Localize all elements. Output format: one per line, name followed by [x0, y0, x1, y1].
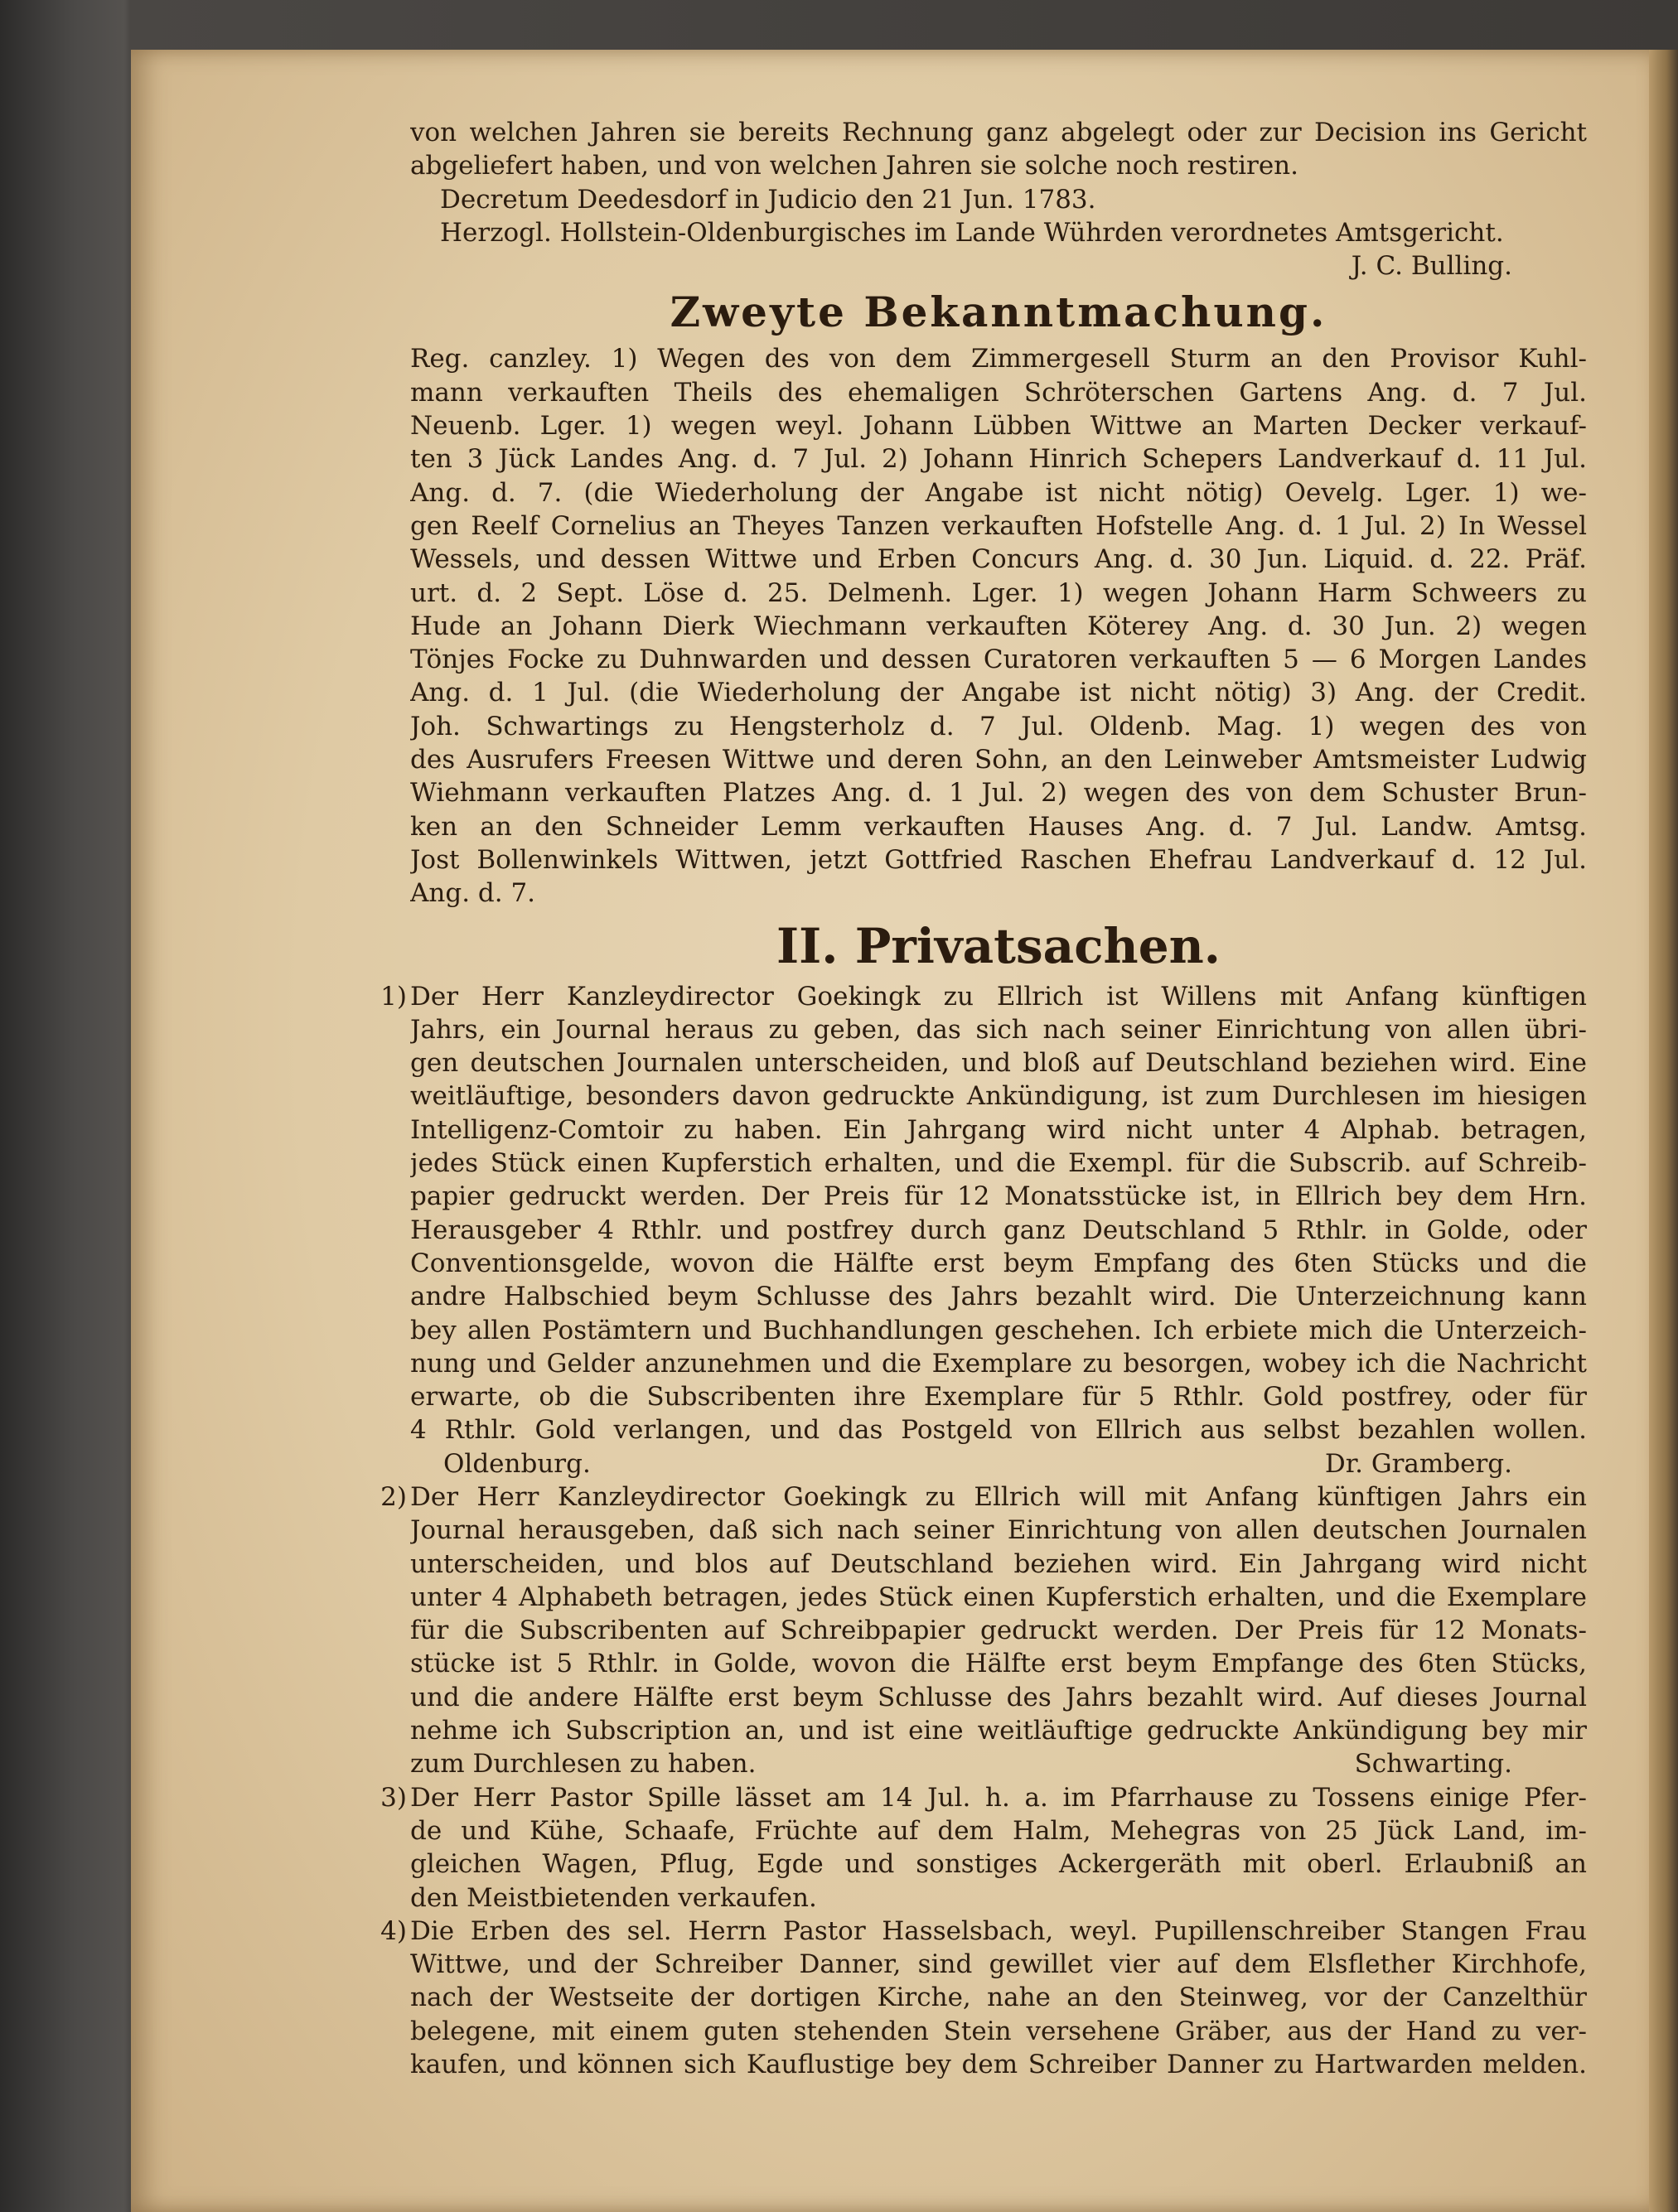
item-line: unterscheiden, und blos auf Deutschland beziehen wird. Ein Jahrgang wird nicht	[410, 1548, 1587, 1579]
body-line: des Ausrufers Freesen Wittwe und deren Sohn, an den Leinweber Amtsmeister Ludwig	[410, 745, 1587, 775]
item-number: 3)	[380, 1782, 407, 1813]
item-line: Der Herr Pastor Spille lässet am 14 Jul. h. a. im Pfarrhause zu Tossens einige Pfer-	[410, 1782, 1587, 1813]
item-line: 4 Rthlr. Gold verlangen, und das Postgeld von Ellrich aus selbst bezahlen wollen.	[410, 1415, 1587, 1446]
item-line: nung und Gelder anzunehmen und die Exemplare zu besorgen, wobey ich die Nachricht	[410, 1348, 1587, 1379]
item-line: Herausgeber 4 Rthlr. und postfrey durch ganz Deutschland 5 Rthlr. in Golde, oder	[410, 1215, 1587, 1245]
continuation-block	[410, 116, 1587, 283]
item-line: Die Erben des sel. Herrn Pastor Hasselsbach, weyl. Pupillenschreiber Stangen Frau	[410, 1915, 1587, 1946]
item-last-line: zum Durchlesen zu haben.	[410, 1749, 757, 1780]
body-line: Ang. d. 7.	[410, 878, 536, 909]
body-line: Hude an Johann Dierk Wiechmann verkauften Köterey Ang. d. 30 Jun. 2) wegen	[410, 611, 1587, 641]
signature-bulling: J. C. Bulling.	[1351, 251, 1512, 282]
item-line: kaufen, und können sich Kauflustige bey dem Schreiber Danner zu Hartwarden melden.	[410, 2050, 1587, 2080]
place-signature-row	[410, 1447, 1587, 1480]
decretum-line: Decretum Deedesdorf in Judicio den 21 Jun. 1783.	[440, 184, 1096, 215]
section-heading-bekanntmachung: Zweyte Bekanntmachung.	[670, 287, 1327, 337]
item-line: jedes Stück einen Kupferstich erhalten, und die Exempl. für die Subscrib. auf Schreib-	[410, 1148, 1587, 1179]
body-line: urt. d. 2 Sept. Löse d. 25. Delmenh. Lger. 1) wegen Johann Harm Schweers zu	[410, 577, 1587, 608]
last-line-signature-row	[410, 1747, 1587, 1780]
page-edge	[1649, 50, 1678, 2212]
item-number: 2)	[380, 1481, 407, 1512]
body-line: mann verkauften Theils des ehemaligen Schröterschen Gartens Ang. d. 7 Jul.	[410, 377, 1587, 408]
court-line: Herzogl. Hollstein-Oldenburgisches im Lande Wührden verordnetes Amtsgericht.	[440, 217, 1504, 248]
item-line: Jahrs, ein Journal heraus zu geben, das sich nach seiner Einrichtung von allen übri-	[410, 1014, 1587, 1045]
item-line: gen deutschen Journalen unterscheiden, und bloß auf Deutschland beziehen wird. Eine	[410, 1048, 1587, 1079]
item-line: Der Herr Kanzleydirector Goekingk zu Ellrich will mit Anfang künftigen Jahrs ein	[410, 1481, 1587, 1512]
item-line: bey allen Postämtern und Buchhandlungen geschehen. Ich erbiete mich die Unterzeich-	[410, 1315, 1587, 1345]
item-line: erwarte, ob die Subscribenten ihre Exemplare für 5 Rthlr. Gold postfrey, oder für	[410, 1382, 1587, 1413]
notice-item-1	[380, 980, 1587, 1480]
body-line: Neuenb. Lger. 1) wegen weyl. Johann Lübben Wittwe an Marten Decker verkauf-	[410, 411, 1587, 442]
item-line: Journal herausgeben, daß sich nach seiner Einrichtung von allen deutschen Journalen	[410, 1515, 1587, 1546]
body-line: Wiehmann verkauften Platzes Ang. d. 1 Jul. 2) wegen des von dem Schuster Brun-	[410, 778, 1587, 809]
item-line: und die andere Hälfte erst beym Schlusse des Jahrs bezahlt wird. Auf dieses Journal	[410, 1682, 1587, 1712]
body-line: ken an den Schneider Lemm verkauften Hauses Ang. d. 7 Jul. Landw. Amtsg.	[410, 811, 1587, 842]
item-line: unter 4 Alphabeth betragen, jedes Stück einen Kupferstich erhalten, und die Exemplare	[410, 1582, 1587, 1612]
section-heading-privatsachen: II. Privatsachen.	[776, 917, 1221, 974]
bekanntmachung-body	[410, 342, 1587, 910]
item-line: für die Subscribenten auf Schreibpapier gedruckt werden. Der Preis für 12 Monats-	[410, 1616, 1587, 1646]
continuation-line: von welchen Jahren sie bereits Rechnung ganz abgelegt oder zur Decision ins Gericht	[410, 118, 1587, 147]
continuation-line: abgeliefert haben, und von welchen Jahren sie solche noch restiren.	[410, 151, 1298, 181]
body-line: Reg. canzley. 1) Wegen des von dem Zimmergesell Sturm an den Provisor Kuhl-	[410, 344, 1587, 374]
item-number: 4)	[380, 1915, 407, 1946]
item-line: stücke ist 5 Rthlr. in Golde, wovon die Hälfte erst beym Empfange des 6ten Stücks,	[410, 1649, 1587, 1679]
item-line: Der Herr Kanzleydirector Goekingk zu Ellrich ist Willens mit Anfang künftigen	[410, 981, 1587, 1012]
item-line: Intelligenz-Comtoir zu haben. Ein Jahrgang wird nicht unter 4 Alphab. betragen,	[410, 1114, 1587, 1145]
page-content	[380, 116, 1587, 2081]
body-line: Tönjes Focke zu Duhnwarden und dessen Curatoren verkauften 5 — 6 Morgen Landes	[410, 645, 1587, 675]
item-line: andre Halbschied beym Schlusse des Jahrs bezahlt wird. Die Unterzeichnung kann	[410, 1282, 1587, 1312]
body-line: Wessels, und dessen Wittwe und Erben Concurs Ang. d. 30 Jun. Liquid. d. 22. Präf.	[410, 544, 1587, 575]
item-line: weitläuftige, besonders davon gedruckte Ankündigung, ist zum Durchlesen im hiesigen	[410, 1081, 1587, 1112]
signature-schwarting: Schwarting.	[1354, 1749, 1512, 1780]
body-line: Joh. Schwartings zu Hengsterholz d. 7 Jul. Oldenb. Mag. 1) wegen des von	[410, 711, 1587, 741]
place-oldenburg: Oldenburg.	[443, 1448, 591, 1479]
body-line: Ang. d. 7. (die Wiederholung der Angabe ist nicht nötig) Oevelg. Lger. 1) we-	[410, 477, 1587, 508]
item-line: nehme ich Subscription an, und ist eine weitläuftige gedruckte Ankündigung bey mir	[410, 1716, 1587, 1746]
item-line: den Meistbietenden verkaufen.	[410, 1882, 817, 1913]
signature-gramberg: Dr. Gramberg.	[1324, 1448, 1512, 1479]
body-line: Jost Bollenwinkels Wittwen, jetzt Gottfried Raschen Ehefrau Landverkauf d. 12 Jul.	[410, 844, 1587, 875]
item-number: 1)	[380, 981, 407, 1012]
body-line: Ang. d. 1 Jul. (die Wiederholung der Angabe ist nicht nötig) 3) Ang. der Credit.	[410, 678, 1587, 708]
item-line: nach der Westseite der dortigen Kirche, nahe an den Steinweg, vor der Canzelthür	[410, 1983, 1587, 2013]
item-line: gleichen Wagen, Pflug, Egde und sonstiges Ackergeräth mit oberl. Erlaubniß an	[410, 1849, 1587, 1880]
item-line: papier gedruckt werden. Der Preis für 12 Monatsstücke ist, in Ellrich bey dem Hrn.	[410, 1181, 1587, 1212]
notice-item-4	[380, 1915, 1587, 2081]
item-line: Conventionsgelde, wovon die Hälfte erst beym Empfang des 6ten Stücks und die	[410, 1248, 1587, 1278]
item-line: de und Kühe, Schaafe, Früchte auf dem Halm, Mehegras von 25 Jück Land, im-	[410, 1815, 1587, 1846]
body-line: ten 3 Jück Landes Ang. d. 7 Jul. 2) Johann Hinrich Schepers Landverkauf d. 11 Jul.	[410, 444, 1587, 475]
notice-item-3	[380, 1781, 1587, 1915]
body-line: gen Reelf Cornelius an Theyes Tanzen verkauften Hofstelle Ang. d. 1 Jul. 2) In Wessel	[410, 510, 1587, 541]
item-line: Wittwe, und der Schreiber Danner, sind gewillet vier auf dem Elsflether Kirchhofe,	[410, 1949, 1587, 1980]
notice-item-2	[380, 1480, 1587, 1781]
item-line: belegene, mit einem guten stehenden Stein versehene Gräber, aus der Hand zu ver-	[410, 2016, 1587, 2046]
